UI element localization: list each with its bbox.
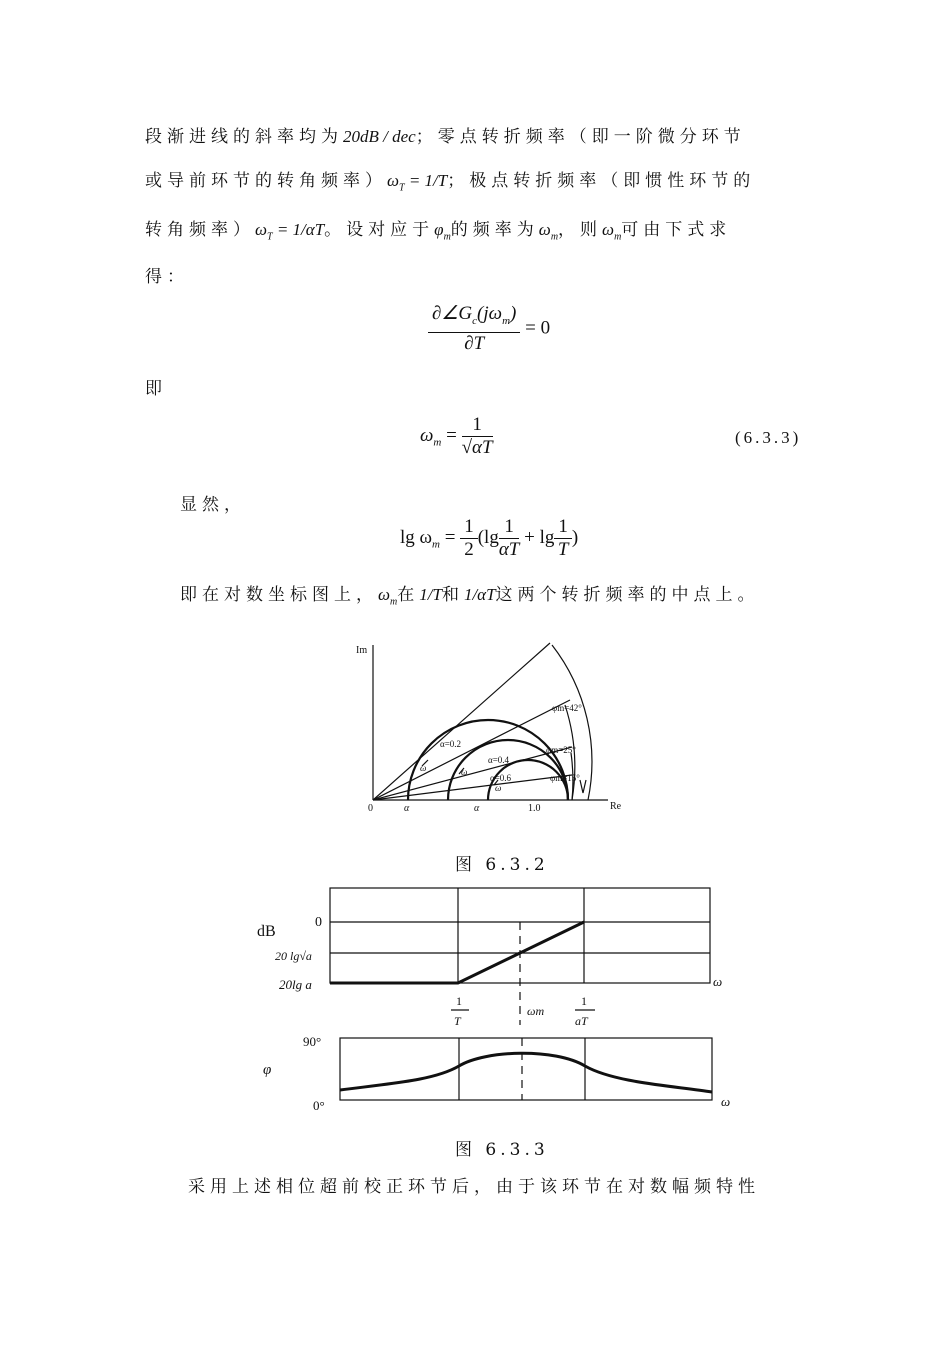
lg-alpha-label: 20lg a — [279, 977, 312, 992]
text-seg: 得： — [145, 267, 189, 287]
math-seg: ω — [602, 220, 615, 239]
omega-label-1: ω — [420, 763, 427, 773]
para-line-3 — [145, 215, 805, 242]
at-den: aT — [575, 1014, 588, 1028]
math-seg: φ — [434, 220, 444, 239]
equation-3-frac1 — [499, 516, 520, 561]
equation-2-numerator: 1 — [462, 414, 493, 437]
tangent-line-4 — [373, 775, 572, 800]
denominator: 2 — [464, 539, 474, 560]
math-seg: = — [440, 526, 461, 548]
alpha-0-4-label: α=0.4 — [488, 755, 510, 765]
math-sub: c — [472, 314, 478, 327]
caption-fig-6-3-3: 图 6.3.3 — [455, 1140, 549, 1160]
phi-42-label: φm=42° — [552, 703, 582, 713]
deg-90-label: 90° — [303, 1034, 322, 1049]
math-seg: (lg — [477, 526, 499, 548]
math-seg: 1/αT — [463, 585, 496, 604]
origin-label: 0 — [368, 803, 373, 814]
db-label: dB — [257, 923, 276, 940]
math-seg: = — [441, 424, 462, 446]
para-line-1 — [145, 122, 805, 147]
figure-6-3-2 — [340, 635, 640, 815]
text-seg: 和 — [441, 585, 464, 605]
phi-15-label: φm=15° — [550, 773, 580, 783]
equation-3 — [400, 516, 578, 561]
im-label: Im — [356, 645, 368, 656]
math-seg: (jω — [477, 303, 503, 324]
equation-1 — [428, 303, 550, 355]
equation-3-frac2 — [554, 516, 572, 561]
alpha-label-1: α — [404, 803, 410, 814]
equation-2 — [420, 414, 493, 459]
figure-6-3-3 — [255, 880, 755, 1120]
numerator: 1 — [554, 516, 572, 539]
math-sub: T — [267, 231, 273, 243]
math-sub: m — [550, 231, 559, 243]
math-sub: m — [390, 596, 398, 608]
text-seg: 显然， — [180, 495, 246, 515]
text-seg: 采用上述相位超前校正环节后，由于该环节在对数幅频特性 — [188, 1177, 760, 1197]
equation-1-denominator: ∂T — [464, 332, 485, 354]
para-xianran — [180, 490, 840, 515]
math-seg: = 1/αT — [272, 220, 325, 239]
text-seg: 即 — [145, 379, 167, 399]
para-last-line — [188, 1172, 848, 1197]
text-seg: 转角频率） — [145, 220, 255, 240]
alpha-label-2: α — [474, 803, 480, 814]
math-sub: m — [433, 436, 442, 449]
re-label: Re — [610, 801, 622, 812]
omega-axis-label-1: ω — [713, 974, 723, 989]
one-label: 1.0 — [528, 803, 541, 814]
text-seg: 。设对应于 — [324, 220, 435, 240]
math-sub: m — [614, 231, 622, 243]
denominator: αT — [498, 539, 520, 560]
equation-1-rhs: = 0 — [520, 317, 551, 339]
math-seg: ) — [510, 303, 517, 324]
phi-label: φ — [263, 1062, 272, 1078]
at-num: 1 — [581, 994, 587, 1008]
text-seg: 或导前环节的转角频率） — [145, 171, 387, 191]
text-seg: 在 — [397, 585, 420, 605]
text-seg: 的频率为 — [450, 220, 539, 240]
text-seg: 这两个转折频率的中点上。 — [495, 585, 760, 605]
math-seg: ω — [255, 220, 268, 239]
alpha-0-2-label: α=0.2 — [440, 739, 462, 749]
t-num: 1 — [456, 994, 462, 1008]
alpha-0-6-label: α=0.6 — [490, 773, 512, 783]
math-sub: m — [502, 314, 511, 327]
math-seg: lg ω — [400, 526, 433, 548]
math-sub: m — [443, 231, 451, 243]
arrow-head — [580, 780, 586, 793]
math-seg: ω — [387, 171, 400, 190]
text-seg: ；极点转折频率（即惯性环节的 — [447, 171, 756, 191]
para-line-2 — [145, 166, 805, 193]
para-line-5 — [180, 580, 840, 607]
text-seg: ；零点转折频率（即一阶微分环节 — [415, 127, 746, 147]
equation-3-half — [460, 516, 478, 561]
text-seg: 可由下式求 — [621, 220, 732, 240]
math-seg: = 1/T — [404, 171, 448, 190]
math-seg: 1/T — [419, 585, 442, 604]
denominator: T — [557, 539, 569, 560]
math-seg: ) — [571, 526, 579, 548]
equation-1-numerator — [428, 303, 520, 333]
phi-25-label: φm=25° — [546, 745, 576, 755]
equation-2-denominator: √αT — [461, 437, 493, 458]
phase-frame — [340, 1038, 712, 1100]
equation-2-fraction — [462, 414, 493, 459]
phase-curve — [340, 1053, 712, 1092]
math-seg: ω — [378, 585, 391, 604]
math-seg: 20dB / dec — [343, 127, 416, 146]
math-seg: ω — [538, 220, 551, 239]
numerator: 1 — [460, 516, 478, 539]
math-sub: m — [432, 538, 440, 551]
text-seg: 段渐进线的斜率均为 — [145, 127, 343, 147]
text-seg: 即在对数坐标图上， — [180, 585, 378, 605]
math-seg: + lg — [519, 526, 555, 548]
math-seg: ω — [420, 424, 434, 446]
zero-db-label: 0 — [315, 915, 322, 930]
omega-label-3: ω — [495, 783, 502, 793]
sqrt-alpha-label: 20 lg√a — [275, 949, 312, 963]
para-ji — [145, 374, 805, 399]
text-seg: ，则 — [558, 220, 603, 240]
para-line-4 — [145, 262, 805, 287]
math-sub: T — [399, 182, 405, 194]
equation-number: (6.3.3) — [735, 428, 802, 447]
omega-label-2: ω — [461, 767, 468, 777]
omega-m-label: ωm — [527, 1004, 545, 1018]
math-seg: ∂∠G — [432, 303, 473, 324]
deg-0-label: 0° — [313, 1098, 325, 1113]
t-den: T — [454, 1014, 461, 1028]
omega-axis-label-2: ω — [721, 1094, 731, 1109]
caption-fig-6-3-2: 图 6.3.2 — [455, 855, 549, 875]
equation-1-fraction — [428, 303, 520, 355]
numerator: 1 — [499, 516, 520, 539]
